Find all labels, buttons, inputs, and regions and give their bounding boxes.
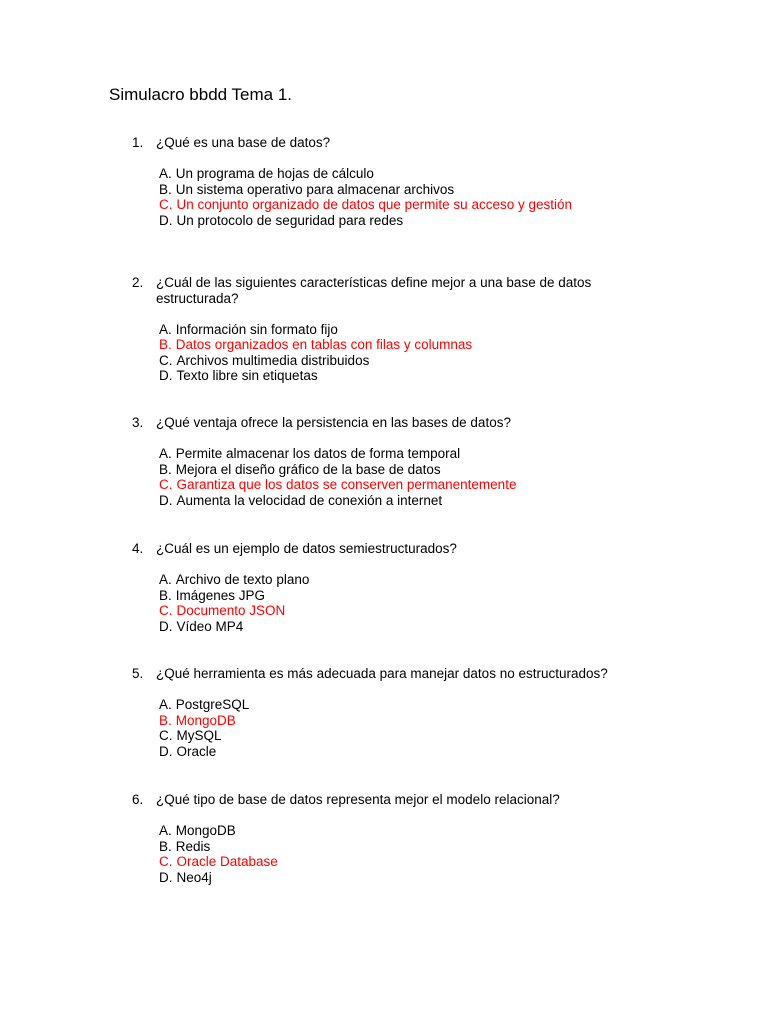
option-text: Texto libre sin etiquetas [176,368,318,383]
option-letter: C. [159,477,173,492]
page-title: Simulacro bbdd Tema 1. [109,85,293,104]
option-letter: B. [159,337,172,352]
option-text: MongoDB [175,823,236,838]
option-text: Mejora el diseño gráfico de la base de datos [175,461,441,477]
option-letter: A. [159,166,172,181]
option-d [159,870,768,886]
option-d [159,493,768,509]
option-d [159,744,768,760]
option-text: Un sistema operativo para almacenar archivos [175,181,455,197]
option-letter: B. [159,838,172,854]
option-letter: D. [159,618,173,634]
option-text: Documento JSON [176,603,286,618]
option-letter: A. [159,572,172,587]
option-a [159,166,768,182]
options-list [159,823,768,885]
option-text: Redis [175,838,211,854]
option-d [159,213,768,229]
option-b [159,337,768,353]
option-b [159,462,768,478]
option-text: Oracle [176,743,217,759]
option-text: Aumenta la velocidad de conexión a internet [176,492,443,508]
option-text: Imágenes JPG [175,587,266,603]
option-text: Archivos multimedia distribuidos [176,352,370,368]
option-text: Un protocolo de seguridad para redes [176,212,404,228]
option-c [159,854,768,870]
question-2 [0,275,768,384]
option-text: Vídeo MP4 [176,618,244,634]
option-text: Datos organizados en tablas con filas y columnas [175,337,473,352]
option-letter: B. [159,181,172,197]
question-number: 4. [132,541,144,556]
option-text: PostgreSQL [175,697,250,712]
question-number: 5. [132,666,144,681]
option-letter: C. [159,728,173,743]
option-text: MySQL [176,728,222,743]
option-letter: D. [159,743,173,759]
question-stem [0,666,768,682]
question-text: ¿Cuál de las siguientes características define mejor a una base de datos estructurada? [156,275,592,306]
option-b [159,713,768,729]
question-text: ¿Qué es una base de datos? [156,135,331,150]
option-letter: B. [159,461,172,477]
question-number: 6. [132,792,144,807]
options-list [159,697,768,759]
option-letter: A. [159,697,172,712]
question-1 [0,135,768,228]
options-list [159,322,768,384]
option-letter: A. [159,321,172,337]
option-letter: D. [159,212,173,228]
question-text: ¿Qué tipo de base de datos representa mejor el modelo relacional? [156,792,560,807]
question-6 [0,792,768,885]
option-text: Un conjunto organizado de datos que permite su acceso y gestión [176,197,573,212]
option-b [159,182,768,198]
option-c [159,603,768,619]
question-text: ¿Qué ventaja ofrece la persistencia en las bases de datos? [156,415,511,430]
question-number: 1. [132,135,144,150]
option-text: Garantiza que los datos se conserven permanentemente [176,477,517,492]
option-text: Permite almacenar los datos de forma temporal [175,446,461,461]
option-text: Archivo de texto plano [175,572,310,587]
option-letter: D. [159,368,173,383]
option-a [159,697,768,713]
option-c [159,353,768,369]
question-stem [0,275,768,306]
option-b [159,839,768,855]
option-letter: A. [159,446,172,461]
question-stem [0,541,768,557]
question-text: ¿Cuál es un ejemplo de datos semiestructurados? [156,541,457,556]
question-stem [0,792,768,808]
option-letter: C. [159,854,173,869]
option-d [159,619,768,635]
option-letter: D. [159,492,173,508]
options-list [159,572,768,634]
option-text: Un programa de hojas de cálculo [175,166,374,181]
question-5 [0,666,768,759]
option-text: Neo4j [176,869,212,885]
question-number: 2. [132,275,144,290]
option-a [159,823,768,839]
question-3 [0,415,768,508]
option-a [159,322,768,338]
question-stem [0,415,768,431]
option-a [159,446,768,462]
option-letter: B. [159,587,172,603]
options-list [159,446,768,508]
option-a [159,572,768,588]
option-letter: D. [159,869,173,885]
option-c [159,728,768,744]
options-list [159,166,768,228]
option-c [159,477,768,493]
option-letter: C. [159,603,173,618]
option-text: Oracle Database [176,854,278,869]
option-letter: B. [159,712,172,728]
option-text: MongoDB [175,712,236,728]
option-letter: C. [159,352,173,368]
question-text: ¿Qué herramienta es más adecuada para manejar datos no estructurados? [156,666,608,681]
option-d [159,368,768,384]
option-letter: A. [159,823,172,838]
question-stem [0,135,768,151]
option-letter: C. [159,197,173,212]
option-b [159,588,768,604]
question-number: 3. [132,415,144,430]
option-text: Información sin formato fijo [175,321,338,337]
option-c [159,197,768,213]
question-4 [0,541,768,634]
